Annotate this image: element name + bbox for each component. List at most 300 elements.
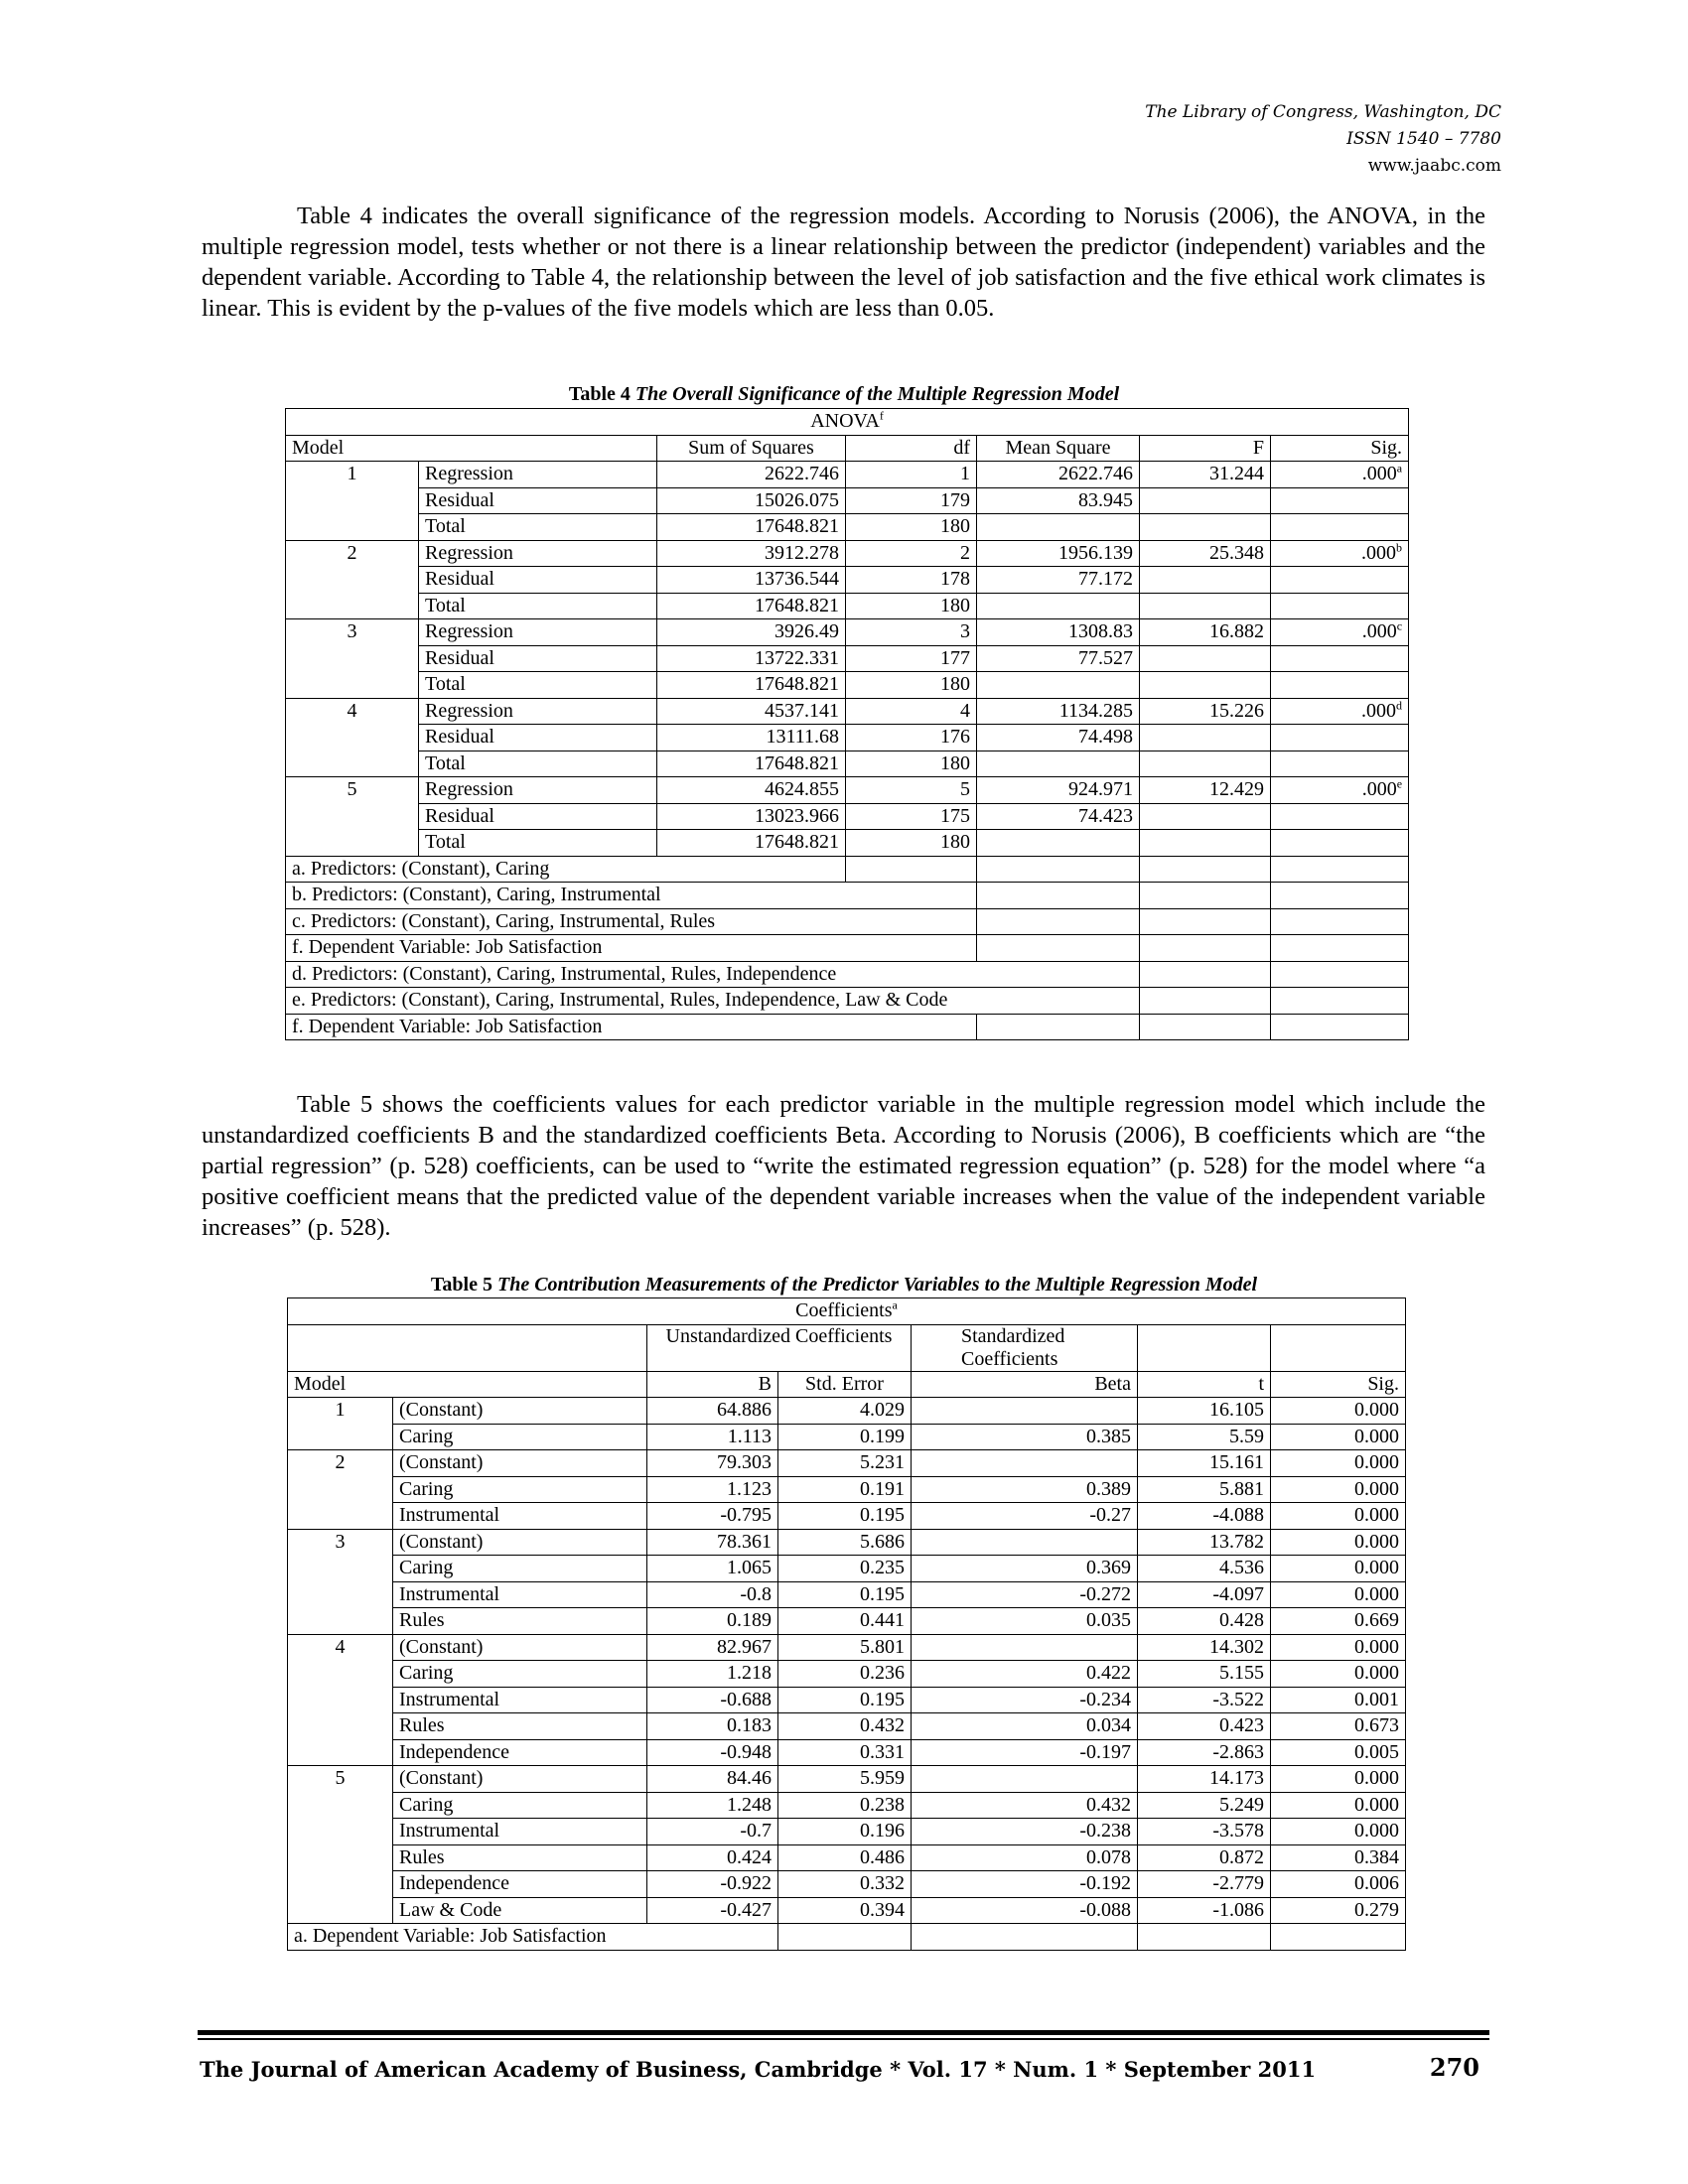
- sig-cell: [1271, 830, 1409, 857]
- sig-cell: [1271, 567, 1409, 594]
- t-cell: [1138, 1476, 1271, 1503]
- b-cell-text: -0.427: [720, 1898, 772, 1921]
- t-cell-text: -2.779: [1212, 1872, 1264, 1894]
- beta-cell: [912, 1819, 1138, 1845]
- table-note: [288, 1924, 778, 1951]
- predictor-label: [393, 1766, 647, 1793]
- std-error-cell: [778, 1529, 912, 1556]
- table-note-row: [286, 1014, 1409, 1040]
- sig-cell-footnote-mark: c: [1396, 618, 1403, 633]
- sig-cell: [1271, 593, 1409, 619]
- b-cell-text: -0.8: [740, 1582, 772, 1605]
- sig-cell-text: .000: [1361, 778, 1397, 800]
- table-row: [286, 619, 1409, 646]
- std-error-cell: [778, 1398, 912, 1425]
- sum-of-squares-cell: [657, 751, 846, 777]
- df-cell-text: 176: [940, 726, 970, 748]
- b-cell: [647, 1661, 778, 1688]
- beta-cell: [912, 1871, 1138, 1898]
- t-cell: [1138, 1556, 1271, 1582]
- col-header-b-text: B: [758, 1372, 772, 1395]
- beta-cell: [912, 1766, 1138, 1793]
- t-cell-text: 14.173: [1209, 1767, 1264, 1789]
- sig-cell-text: 0.001: [1354, 1688, 1399, 1710]
- mean-square-cell: [977, 777, 1140, 804]
- std-error-cell-text: 5.801: [860, 1635, 905, 1658]
- predictor-label: [393, 1476, 647, 1503]
- col-header-std-error: [778, 1371, 912, 1398]
- t-cell-text: -1.086: [1212, 1898, 1264, 1921]
- table-row: [288, 1450, 1406, 1477]
- b-cell: [647, 1766, 778, 1793]
- empty-cell: [1140, 856, 1271, 883]
- row-label: [419, 698, 657, 725]
- col-header-beta: [912, 1371, 1138, 1398]
- row-label: [419, 777, 657, 804]
- row-label: [419, 593, 657, 619]
- predictor-label-text: Caring: [399, 1425, 454, 1447]
- predictor-label: [393, 1529, 647, 1556]
- sig-cell-text: 0.000: [1354, 1399, 1399, 1421]
- table-row: [288, 1476, 1406, 1503]
- empty-cell: [1140, 883, 1271, 909]
- predictor-label-text: (Constant): [399, 1530, 484, 1553]
- mean-square-cell: [977, 645, 1140, 672]
- std-error-cell-text: 0.331: [860, 1740, 905, 1763]
- beta-cell-text: -0.27: [1089, 1504, 1131, 1526]
- t-cell-text: 5.249: [1219, 1793, 1264, 1816]
- table-row: [288, 1634, 1406, 1661]
- row-label-text: Regression: [425, 541, 513, 564]
- t-cell-text: 5.59: [1229, 1425, 1264, 1447]
- df-cell: [846, 645, 977, 672]
- t-cell-text: -2.863: [1212, 1740, 1264, 1763]
- table-row: [286, 751, 1409, 777]
- std-error-cell-text: 5.686: [860, 1530, 905, 1553]
- model-number-text: 5: [335, 1767, 346, 1789]
- sig-cell-text: 0.000: [1354, 1557, 1399, 1578]
- model-number: [288, 1634, 393, 1766]
- table-row: [288, 1766, 1406, 1793]
- table-note-row: [286, 856, 1409, 883]
- df-cell: [846, 619, 977, 646]
- beta-cell-text: 0.422: [1086, 1662, 1131, 1684]
- beta-cell-text: -0.197: [1079, 1740, 1131, 1763]
- df-cell: [846, 593, 977, 619]
- sig-cell: [1271, 1844, 1406, 1871]
- t-cell-text: -3.578: [1212, 1820, 1264, 1842]
- table-row: [286, 645, 1409, 672]
- sig-cell: [1271, 540, 1409, 567]
- sum-of-squares-cell-text: 17648.821: [755, 831, 839, 853]
- t-cell-text: 0.428: [1219, 1609, 1264, 1631]
- beta-cell: [912, 1450, 1138, 1477]
- beta-cell: [912, 1897, 1138, 1924]
- std-error-cell: [778, 1739, 912, 1766]
- mean-square-cell: [977, 567, 1140, 594]
- f-cell: [1140, 751, 1271, 777]
- table-row: [288, 1529, 1406, 1556]
- table-note-text: a. Dependent Variable: Job Satisfaction: [294, 1925, 607, 1947]
- sum-of-squares-cell: [657, 672, 846, 699]
- f-cell: [1140, 698, 1271, 725]
- model-number: [286, 540, 419, 619]
- table-note-row: [286, 961, 1409, 988]
- b-cell: [647, 1634, 778, 1661]
- row-label-text: Regression: [425, 463, 513, 484]
- b-cell: [647, 1529, 778, 1556]
- model-number: [286, 619, 419, 699]
- sig-cell: [1271, 725, 1409, 751]
- b-cell-text: 0.424: [727, 1845, 772, 1868]
- std-error-cell: [778, 1424, 912, 1450]
- model-number-text: 3: [335, 1530, 346, 1553]
- mean-square-cell: [977, 487, 1140, 514]
- row-label: [419, 462, 657, 488]
- df-cell-text: 175: [940, 804, 970, 827]
- standardized-header: [912, 1324, 1138, 1371]
- col-header-sig-text: Sig.: [1367, 1372, 1399, 1395]
- row-label-text: Regression: [425, 778, 513, 800]
- row-label-text: Total: [425, 594, 466, 616]
- empty-cell: [912, 1924, 1138, 1951]
- standardized-header-text: Standardized Coefficients: [961, 1324, 1065, 1370]
- sum-of-squares-cell: [657, 830, 846, 857]
- table4-caption-title: The Overall Significance of the Multiple Regression Model: [634, 383, 1120, 405]
- t-cell-text: 13.782: [1209, 1530, 1264, 1553]
- row-label: [419, 830, 657, 857]
- empty-cell: [1271, 1014, 1409, 1040]
- empty-cell: [1140, 935, 1271, 962]
- sum-of-squares-cell: [657, 777, 846, 804]
- std-error-cell-text: 4.029: [860, 1399, 905, 1421]
- beta-cell: [912, 1581, 1138, 1608]
- df-cell-text: 4: [960, 699, 970, 722]
- table5-caption: [0, 1274, 1688, 1297]
- predictor-label: [393, 1713, 647, 1740]
- b-cell: [647, 1556, 778, 1582]
- sig-cell: [1271, 1424, 1406, 1450]
- beta-cell-text: 0.078: [1086, 1845, 1131, 1868]
- predictor-label-text: Instrumental: [399, 1582, 500, 1605]
- sig-cell-text: 0.000: [1354, 1793, 1399, 1816]
- predictor-label: [393, 1792, 647, 1819]
- std-error-cell: [778, 1556, 912, 1582]
- table-row: [286, 593, 1409, 619]
- sig-cell-footnote-mark: a: [1396, 461, 1403, 476]
- col-header-sig: [1271, 435, 1409, 462]
- empty-cell: [977, 1014, 1140, 1040]
- sig-cell-text: .000: [1361, 463, 1397, 484]
- sig-cell: [1271, 514, 1409, 541]
- t-cell-text: 5.881: [1219, 1477, 1264, 1500]
- row-label-text: Residual: [425, 726, 494, 748]
- model-number: [288, 1766, 393, 1924]
- b-cell: [647, 1713, 778, 1740]
- row-label-text: Total: [425, 673, 466, 695]
- f-cell-text: 25.348: [1209, 541, 1264, 564]
- empty-cell: [1138, 1924, 1271, 1951]
- row-label: [419, 725, 657, 751]
- std-error-cell: [778, 1661, 912, 1688]
- beta-cell: [912, 1634, 1138, 1661]
- model-number-text: 1: [347, 463, 357, 484]
- std-error-cell: [778, 1476, 912, 1503]
- sig-cell-text: 0.000: [1354, 1477, 1399, 1500]
- mean-square-cell-text: 74.423: [1078, 804, 1133, 827]
- mean-square-cell: [977, 751, 1140, 777]
- col-header-model: [286, 435, 657, 462]
- mean-square-cell-text: 77.172: [1078, 568, 1133, 590]
- std-error-cell: [778, 1844, 912, 1871]
- col-header-std-error-text: Std. Error: [805, 1372, 884, 1395]
- paragraph-table4-intro: Table 4 indicates the overall significance of the regression models. According to Norusis (2006), the ANOVA, in the multiple regression model, tests whether or not there is a linear relationship between the predictor (independent) variables and the dependent variable. According to Table 4, the relationship between the level of job satisfaction and the five ethical work climates is linear. This is evident by the p-values of the five models which are less than 0.05.: [202, 203, 1485, 322]
- predictor-label: [393, 1608, 647, 1635]
- sum-of-squares-cell: [657, 803, 846, 830]
- sig-cell-text: 0.000: [1354, 1451, 1399, 1473]
- df-cell-text: 3: [960, 620, 970, 642]
- row-label: [419, 619, 657, 646]
- predictor-label-text: (Constant): [399, 1451, 484, 1473]
- predictor-label: [393, 1897, 647, 1924]
- empty-cell: [1271, 908, 1409, 935]
- row-label: [419, 672, 657, 699]
- mean-square-cell: [977, 593, 1140, 619]
- std-error-cell: [778, 1897, 912, 1924]
- table-title-row: [288, 1298, 1406, 1325]
- table-note-text: d. Predictors: (Constant), Caring, Instrumental, Rules, Independence: [292, 962, 837, 985]
- sig-cell: [1271, 672, 1409, 699]
- beta-cell: [912, 1476, 1138, 1503]
- t-cell-text: 0.423: [1219, 1714, 1264, 1736]
- table-subheader-row: [288, 1324, 1406, 1371]
- sig-cell-text: 0.279: [1354, 1898, 1399, 1921]
- row-label-text: Regression: [425, 699, 513, 722]
- row-label: [419, 803, 657, 830]
- predictor-label-text: (Constant): [399, 1767, 484, 1789]
- empty-cell: [1271, 935, 1409, 962]
- sig-cell-text: 0.669: [1354, 1609, 1399, 1631]
- predictor-label-text: Instrumental: [399, 1688, 500, 1710]
- sum-of-squares-cell-text: 13023.966: [755, 804, 839, 827]
- beta-cell-text: -0.088: [1079, 1898, 1131, 1921]
- sum-of-squares-cell-text: 4537.141: [765, 699, 839, 722]
- header-issn: ISSN 1540 – 7780: [1346, 129, 1501, 149]
- predictor-label: [393, 1556, 647, 1582]
- sig-cell: [1271, 1581, 1406, 1608]
- predictor-label-text: Instrumental: [399, 1504, 500, 1526]
- row-label: [419, 514, 657, 541]
- sum-of-squares-cell: [657, 698, 846, 725]
- beta-cell: [912, 1556, 1138, 1582]
- t-cell: [1138, 1792, 1271, 1819]
- sum-of-squares-cell-text: 17648.821: [755, 751, 839, 774]
- predictor-label-text: Rules: [399, 1609, 445, 1631]
- t-cell: [1138, 1819, 1271, 1845]
- model-number-text: 4: [347, 699, 357, 722]
- table-row: [286, 540, 1409, 567]
- df-cell-text: 180: [940, 831, 970, 853]
- predictor-label: [393, 1661, 647, 1688]
- model-number: [286, 462, 419, 541]
- sig-cell: [1271, 751, 1409, 777]
- model-number: [288, 1529, 393, 1634]
- f-cell: [1140, 619, 1271, 646]
- sum-of-squares-cell: [657, 487, 846, 514]
- sig-cell: [1271, 1503, 1406, 1530]
- mean-square-cell-text: 1134.285: [1058, 699, 1133, 722]
- table-row: [286, 803, 1409, 830]
- t-cell: [1138, 1398, 1271, 1425]
- sig-cell-text: .000: [1361, 541, 1397, 564]
- predictor-label: [393, 1398, 647, 1425]
- b-cell: [647, 1897, 778, 1924]
- table-row: [288, 1556, 1406, 1582]
- sig-cell: [1271, 1713, 1406, 1740]
- table-note-text: c. Predictors: (Constant), Caring, Instrumental, Rules: [292, 909, 716, 932]
- mean-square-cell-text: 74.498: [1078, 726, 1133, 748]
- beta-cell-text: -0.272: [1079, 1582, 1131, 1605]
- t-cell: [1138, 1661, 1271, 1688]
- col-header-f: [1140, 435, 1271, 462]
- b-cell-text: 78.361: [717, 1530, 772, 1553]
- row-label-text: Residual: [425, 646, 494, 669]
- col-header-sig-text: Sig.: [1370, 436, 1403, 459]
- df-cell: [846, 725, 977, 751]
- mean-square-cell-text: 924.971: [1068, 778, 1133, 800]
- sig-cell-text: 0.000: [1354, 1635, 1399, 1658]
- predictor-label: [393, 1844, 647, 1871]
- beta-cell: [912, 1503, 1138, 1530]
- std-error-cell: [778, 1687, 912, 1713]
- beta-cell: [912, 1608, 1138, 1635]
- mean-square-cell: [977, 830, 1140, 857]
- footer-rule-thick: [198, 2030, 1489, 2035]
- mean-square-cell-text: 2622.746: [1058, 463, 1133, 484]
- col-header-df: [846, 435, 977, 462]
- b-cell-text: 1.113: [727, 1425, 772, 1447]
- sig-cell-text: 0.006: [1354, 1872, 1399, 1894]
- beta-cell: [912, 1529, 1138, 1556]
- beta-cell: [912, 1792, 1138, 1819]
- std-error-cell-text: 0.486: [860, 1845, 905, 1868]
- predictor-label: [393, 1424, 647, 1450]
- std-error-cell-text: 0.191: [860, 1477, 905, 1500]
- b-cell-text: 64.886: [717, 1399, 772, 1421]
- beta-cell-text: 0.389: [1086, 1477, 1131, 1500]
- predictor-label: [393, 1819, 647, 1845]
- col-header-sum-of-squares: [657, 435, 846, 462]
- df-cell-text: 177: [940, 646, 970, 669]
- coefficients-super-header: [288, 1298, 1406, 1325]
- row-label: [419, 567, 657, 594]
- df-cell-text: 178: [940, 568, 970, 590]
- predictor-label-text: Caring: [399, 1557, 454, 1578]
- f-cell: [1140, 830, 1271, 857]
- table-title-row: [286, 409, 1409, 436]
- empty-cell: [778, 1924, 912, 1951]
- table5-caption-title: The Contribution Measurements of the Predictor Variables to the Multiple Regression Model: [496, 1274, 1258, 1296]
- table-row: [286, 462, 1409, 488]
- table-row: [286, 777, 1409, 804]
- sum-of-squares-cell-text: 13736.544: [755, 568, 839, 590]
- anova-super-header: [286, 409, 1409, 436]
- table-note-text: b. Predictors: (Constant), Caring, Instrumental: [292, 884, 661, 905]
- table-row: [288, 1871, 1406, 1898]
- table-row: [286, 830, 1409, 857]
- beta-cell-text: 0.369: [1086, 1557, 1131, 1578]
- sig-cell-text: 0.000: [1354, 1582, 1399, 1605]
- table-note: [286, 856, 846, 883]
- sum-of-squares-cell-text: 3912.278: [765, 541, 839, 564]
- row-label-text: Residual: [425, 804, 494, 827]
- std-error-cell-text: 0.235: [860, 1557, 905, 1578]
- sig-cell: [1271, 1608, 1406, 1635]
- table-note-row: [286, 988, 1409, 1015]
- empty-cell: [1140, 988, 1271, 1015]
- sig-cell: [1271, 1556, 1406, 1582]
- sig-cell: [1271, 1450, 1406, 1477]
- predictor-label-text: Independence: [399, 1740, 510, 1763]
- beta-cell-text: -0.234: [1079, 1688, 1131, 1710]
- predictor-label-text: Rules: [399, 1845, 445, 1868]
- table-row: [288, 1398, 1406, 1425]
- empty-cell: [1271, 1924, 1406, 1951]
- b-cell-text: 84.46: [727, 1767, 772, 1789]
- t-cell-text: 0.872: [1219, 1845, 1264, 1868]
- t-cell: [1138, 1766, 1271, 1793]
- table-row: [288, 1661, 1406, 1688]
- sig-cell-text: .000: [1361, 699, 1397, 722]
- sum-of-squares-cell-text: 13722.331: [755, 646, 839, 669]
- b-cell: [647, 1398, 778, 1425]
- df-cell: [846, 487, 977, 514]
- unstandardized-header-text: Unstandardized Coefficients: [665, 1324, 893, 1347]
- predictor-label: [393, 1503, 647, 1530]
- std-error-cell-text: 0.195: [860, 1504, 905, 1526]
- table-note-text: f. Dependent Variable: Job Satisfaction: [292, 936, 603, 958]
- col-header-model: [288, 1371, 647, 1398]
- table-note-text: e. Predictors: (Constant), Caring, Instrumental, Rules, Independence, Law & Code: [292, 989, 948, 1011]
- table-header-row: [286, 435, 1409, 462]
- predictor-label-text: Rules: [399, 1714, 445, 1736]
- beta-cell-text: 0.035: [1086, 1609, 1131, 1631]
- f-cell: [1140, 540, 1271, 567]
- sig-cell: [1271, 1792, 1406, 1819]
- predictor-label-text: Caring: [399, 1662, 454, 1684]
- table-row: [288, 1713, 1406, 1740]
- f-cell: [1140, 567, 1271, 594]
- col-header-model-text: Model: [294, 1372, 347, 1395]
- t-cell: [1138, 1634, 1271, 1661]
- anova-super-header-text: ANOVA: [810, 410, 880, 432]
- std-error-cell-text: 0.394: [860, 1898, 905, 1921]
- row-label-text: Total: [425, 515, 466, 537]
- df-cell-text: 180: [940, 594, 970, 616]
- table-row: [288, 1687, 1406, 1713]
- t-cell-text: 14.302: [1209, 1635, 1264, 1658]
- f-cell: [1140, 645, 1271, 672]
- std-error-cell-text: 0.195: [860, 1688, 905, 1710]
- unstandardized-header: [647, 1324, 912, 1371]
- table-row: [288, 1608, 1406, 1635]
- f-cell: [1140, 672, 1271, 699]
- f-cell: [1140, 803, 1271, 830]
- empty-cell: [977, 935, 1140, 962]
- journal-footer: The Journal of American Academy of Business, Cambridge * Vol. 17 * Num. 1 * September 2011: [200, 2057, 1317, 2082]
- b-cell: [647, 1608, 778, 1635]
- table-note: [286, 1014, 977, 1040]
